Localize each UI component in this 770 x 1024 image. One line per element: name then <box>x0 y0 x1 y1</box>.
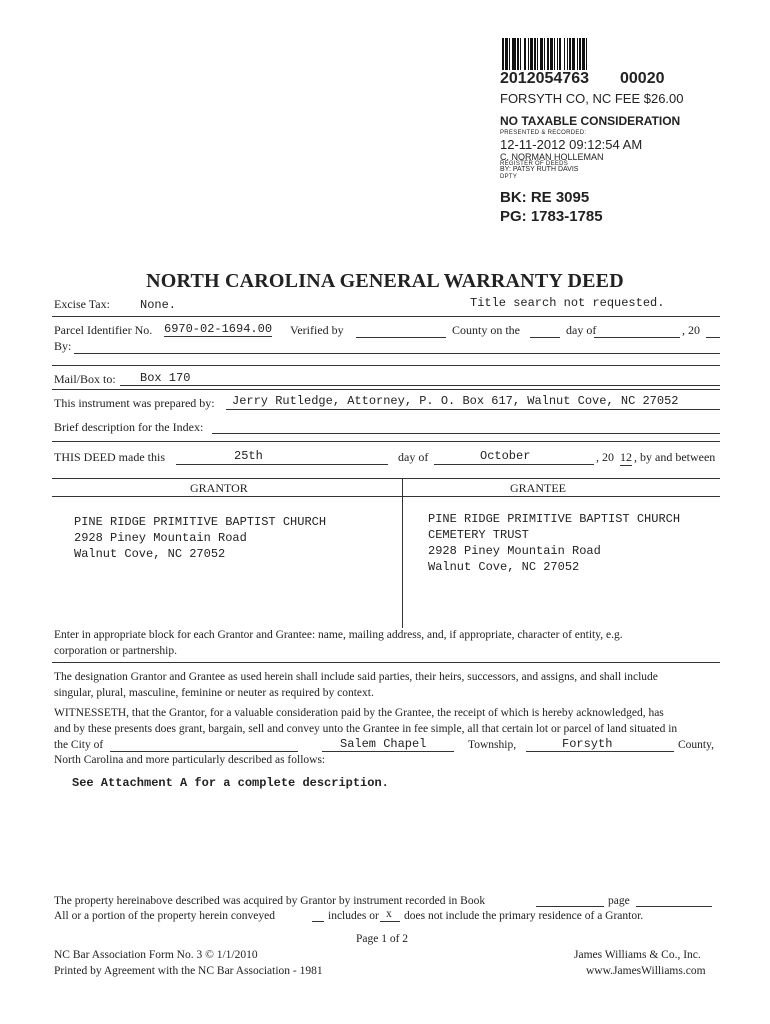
designation-text <box>54 669 658 701</box>
county-on-label: County on the <box>452 323 520 337</box>
made-year: 12 <box>620 450 632 464</box>
acquired-page-label: page <box>608 895 630 907</box>
title-search-note: Title search not requested. <box>470 296 665 310</box>
by-label: By: <box>54 339 72 353</box>
company-website: www.JamesWilliams.com <box>586 965 706 977</box>
day-of-label: day of <box>566 323 597 337</box>
witness-line-2: and by these presents does grant, bargain, sell and convey unto the Grantee in fee simple, all that certain lot or parcel of land situated in <box>54 723 678 735</box>
made-label: THIS DEED made this <box>54 450 165 464</box>
made-month: October <box>480 449 531 463</box>
page-range: PG: 1783-1785 <box>500 208 603 225</box>
designation-line-1: The designation Grantor and Grantee as used herein shall include said parties, their heirs, successors, and assigns, and shall include <box>54 671 658 683</box>
presented-label: PRESENTED & RECORDED: <box>500 130 587 136</box>
grantor-line: PINE RIDGE PRIMITIVE BAPTIST CHURCH <box>74 515 327 529</box>
grantor-line: 2928 Piney Mountain Road <box>74 531 247 545</box>
attachment-note: See Attachment A for a complete description. <box>72 776 389 790</box>
parcel-value: 6970-02-1694.00 <box>164 322 273 336</box>
mail-value: Box 170 <box>140 371 191 385</box>
page-number: Page 1 of 2 <box>356 933 409 945</box>
grantee-line: PINE RIDGE PRIMITIVE BAPTIST CHURCH <box>428 512 681 526</box>
excise-label: Excise Tax: <box>54 297 110 311</box>
prepared-value: Jerry Rutledge, Attorney, P. O. Box 617, Walnut Cove, NC 27052 <box>232 394 679 408</box>
excise-value: None. <box>140 298 177 312</box>
grantee-line: 2928 Piney Mountain Road <box>428 544 601 558</box>
form-label: NC Bar Association Form No. 3 © 1/1/2010 <box>54 949 258 961</box>
portion-text-1: All or a portion of the property herein conveyed <box>54 910 275 922</box>
made-dayof-label: day of <box>398 450 429 464</box>
deed-title: NORTH CAROLINA GENERAL WARRANTY DEED <box>146 270 624 292</box>
deputy-title: DPTY <box>500 174 518 180</box>
brief-label: Brief description for the Index: <box>54 420 204 434</box>
township-value: Salem Chapel <box>340 737 427 751</box>
prepared-label: This instrument was prepared by: <box>54 396 215 410</box>
grantee-line: CEMETERY TRUST <box>428 528 529 542</box>
year-label: , 20 <box>682 323 700 337</box>
mail-label: Mail/Box to: <box>54 372 116 386</box>
enter-instructions <box>54 627 623 659</box>
instrument-number: 2012054763 <box>500 70 589 87</box>
grantor-heading: GRANTOR <box>190 481 248 495</box>
book-number: BK: RE 3095 <box>500 189 590 206</box>
printed-by: Printed by Agreement with the NC Bar Association - 1981 <box>54 965 323 977</box>
made-day: 25th <box>234 449 263 463</box>
made-year-prefix: , 20 <box>596 450 614 464</box>
grantor-line: Walnut Cove, NC 27052 <box>74 547 226 561</box>
county-fee: FORSYTH CO, NC FEE $26.00 <box>500 91 684 106</box>
verified-by-label: Verified by <box>290 323 344 337</box>
barcode-bar <box>587 38 589 70</box>
enter-line-1: Enter in appropriate block for each Grantor and Grantee: name, mailing address, and, if appropriate, character of entity, e.g. <box>54 629 623 641</box>
recorded-datetime: 12-11-2012 09:12:54 AM <box>500 137 643 152</box>
city-label: the City of <box>54 739 104 751</box>
witness-text <box>54 705 677 737</box>
barcode <box>502 38 634 70</box>
county-value: Forsyth <box>562 737 613 751</box>
witness-line-4: North Carolina and more particularly described as follows: <box>54 754 326 766</box>
county-label: County, <box>678 739 714 751</box>
grantee-block <box>428 511 680 575</box>
portion-includes: includes or <box>328 910 379 922</box>
deputy: BY: PATSY RUTH DAVIS <box>500 166 579 173</box>
grantee-heading: GRANTEE <box>510 481 566 495</box>
portion-text-2: does not include the primary residence of a Grantor. <box>404 910 644 922</box>
parcel-label: Parcel Identifier No. <box>54 323 153 337</box>
consideration: NO TAXABLE CONSIDERATION <box>500 114 681 128</box>
witness-line-1: WITNESSETH, that the Grantor, for a valuable consideration paid by the Grantee, the receipt of which is hereby acknowledged, has <box>54 707 664 719</box>
register-title: REGISTER OF DEEDS <box>500 161 569 167</box>
page-count: 00020 <box>620 70 665 87</box>
company-name: James Williams & Co., Inc. <box>574 949 701 961</box>
designation-line-2: singular, plural, masculine, feminine or neuter as required by context. <box>54 687 374 699</box>
grantee-line: Walnut Cove, NC 27052 <box>428 560 580 574</box>
register-name: C. NORMAN HOLLEMAN <box>500 152 604 162</box>
grantor-block <box>74 514 326 562</box>
enter-line-2: corporation or partnership. <box>54 645 177 657</box>
acquired-text: The property hereinabove described was acquired by Grantor by instrument recorded in Book <box>54 895 486 907</box>
made-suffix: , by and between <box>634 450 716 464</box>
township-label: Township, <box>468 739 517 751</box>
portion-mark: x <box>386 908 392 920</box>
